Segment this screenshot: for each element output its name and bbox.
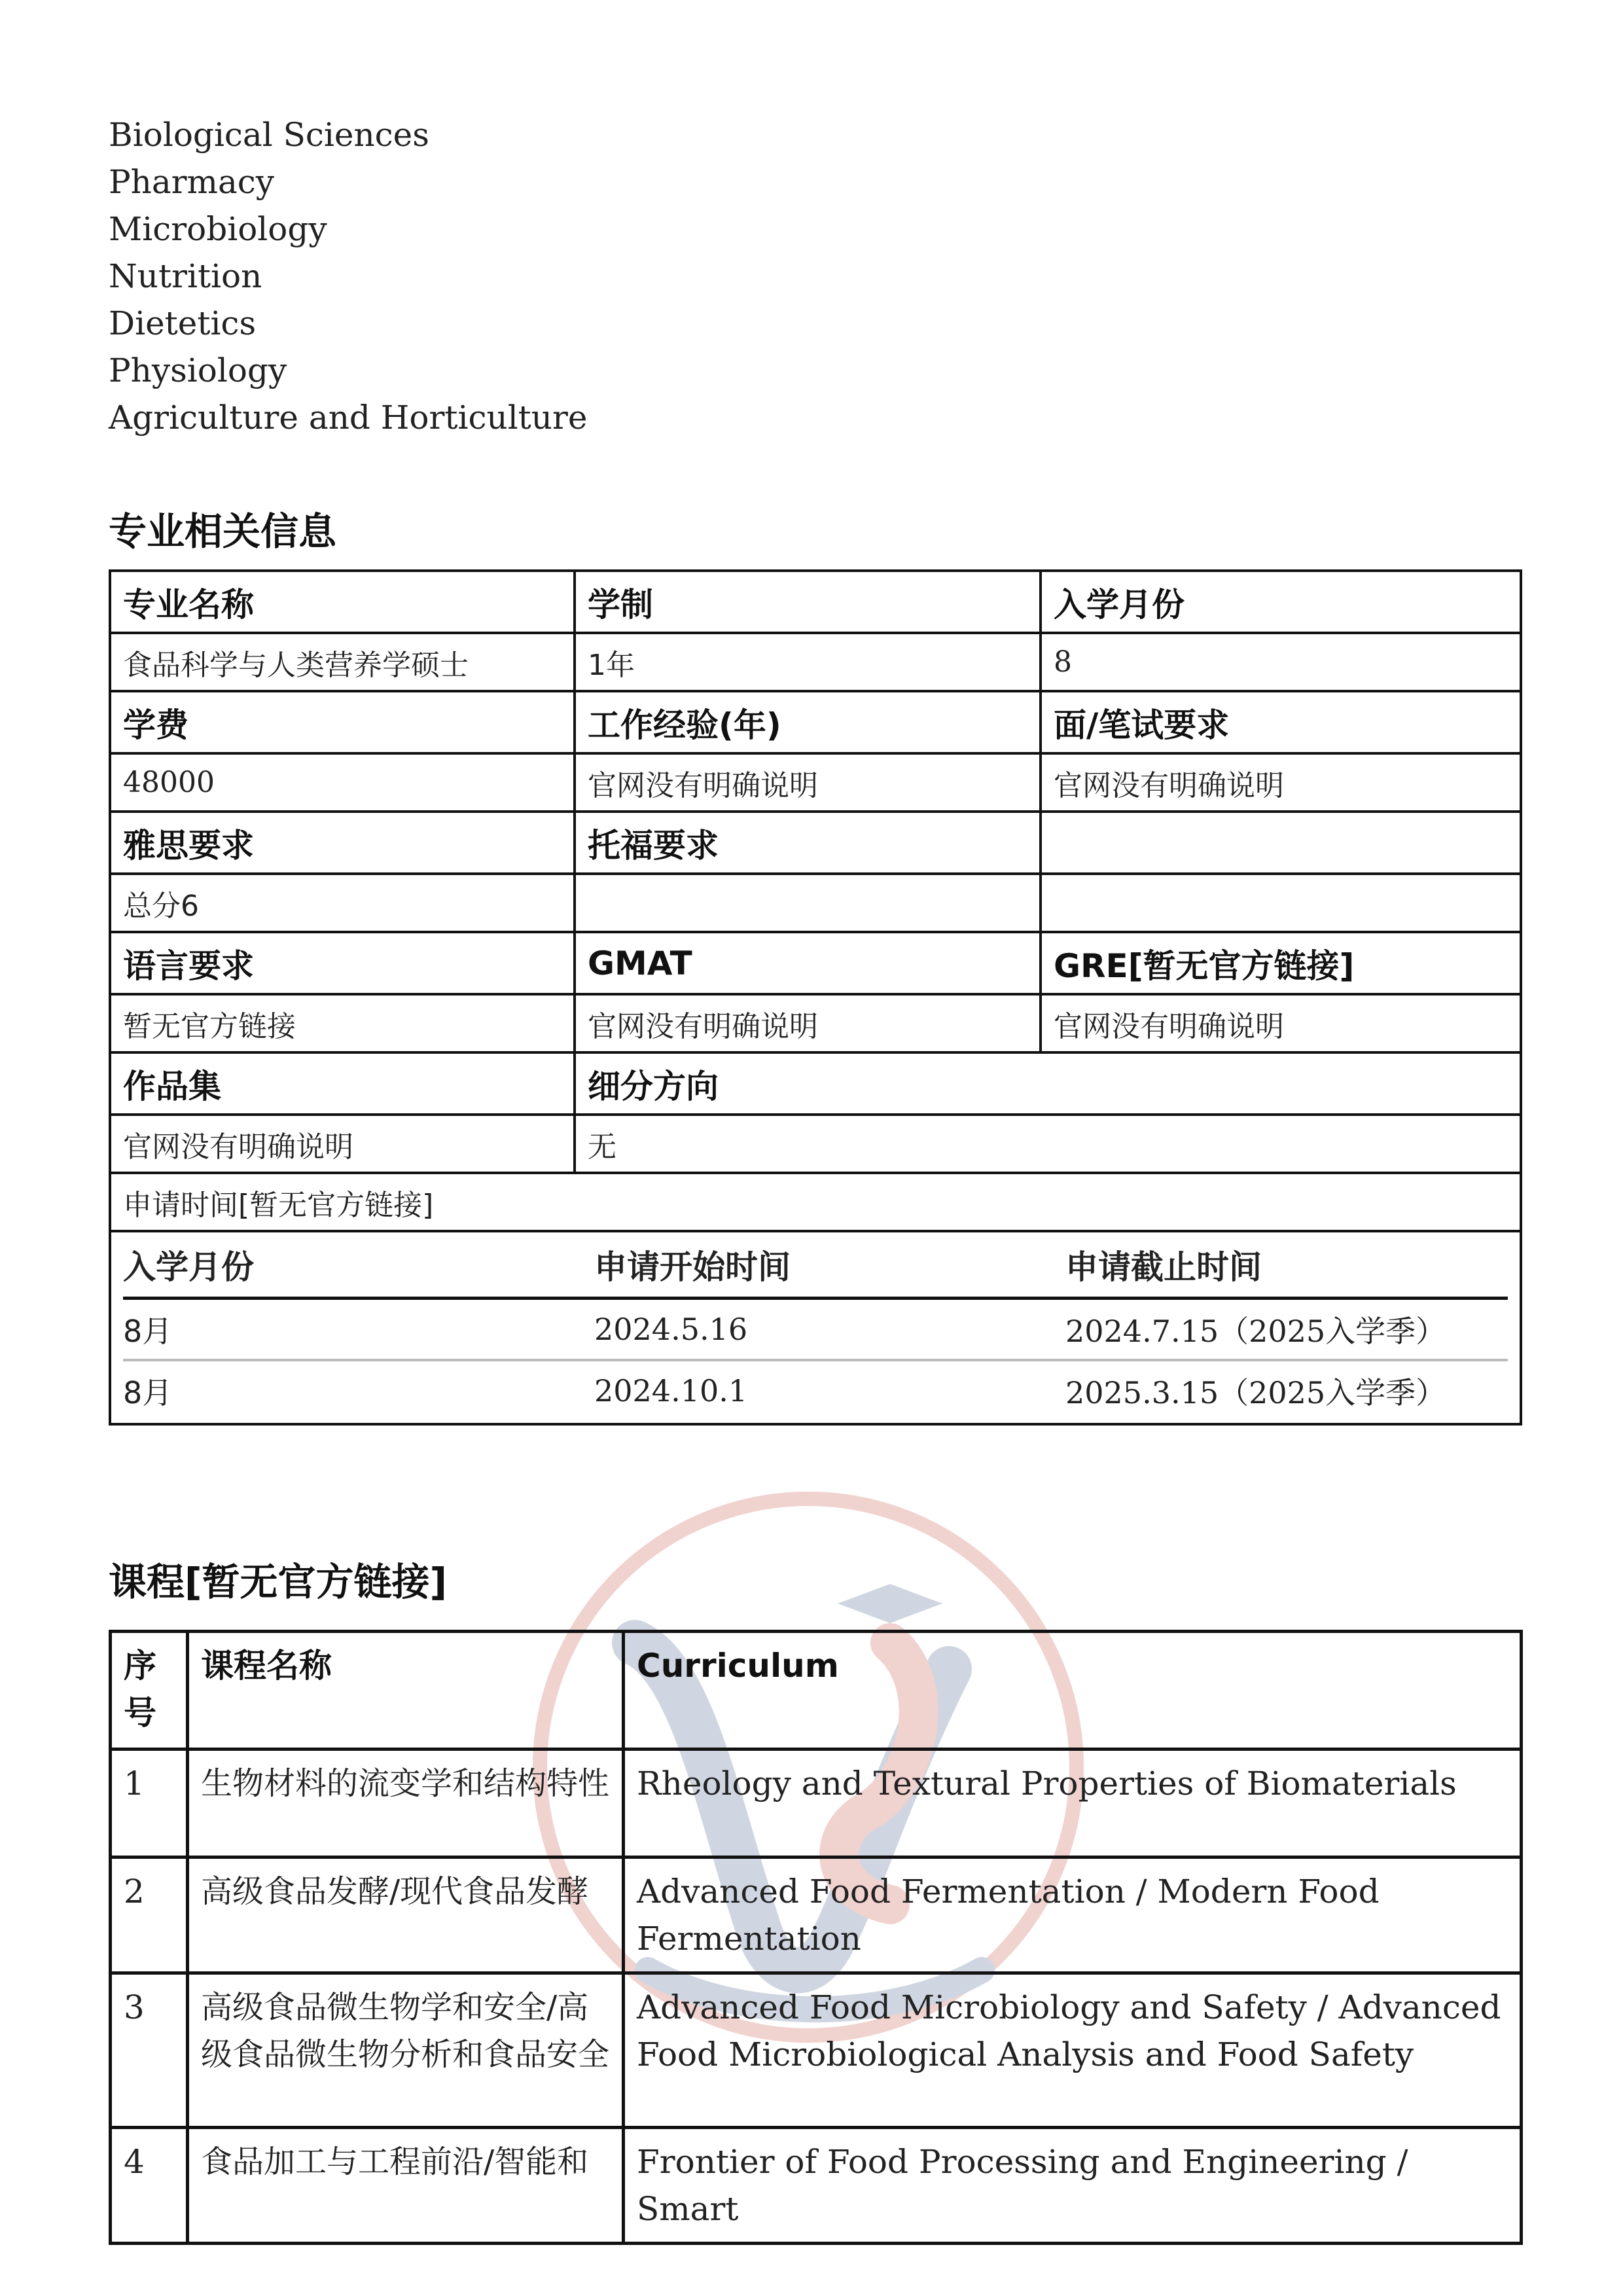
value-cell: 总分6 [110,874,575,932]
course-name-cn: 食品加工与工程前沿/智能和 [188,2128,624,2244]
table-row [111,1857,1522,1973]
list-item: Microbiology [109,210,327,248]
header-cell: 工作经验(年) [575,691,1041,753]
course-name-en: Rheology and Textural Properties of Biomaterials [624,1749,1522,1857]
application-schedule-table [123,1232,1508,1420]
header-cell: 专业名称 [110,571,575,633]
course-name-en: Frontier of Food Processing and Engineering / Smart [624,2128,1522,2244]
list-item: Nutrition [109,257,262,295]
schedule-cell: 2024.5.16 [594,1299,1065,1361]
schedule-row [123,1360,1508,1420]
list-item: Pharmacy [109,163,275,201]
related-majors-list [109,111,587,441]
table-row [110,633,1521,691]
value-cell: 48000 [110,753,575,812]
table-row [110,812,1521,874]
value-cell [575,874,1041,932]
list-item: Biological Sciences [109,116,429,154]
course-name-en: Advanced Food Fermentation / Modern Food Fermentation [624,1857,1522,1973]
schedule-cell: 2024.7.15（2025入学季） [1065,1299,1508,1361]
header-cell [1041,812,1521,874]
schedule-row [123,1299,1508,1361]
table-row [110,1231,1521,1424]
course-name-cn: 生物材料的流变学和结构特性 [188,1749,624,1857]
schedule-cell: 8月 [123,1375,173,1410]
table-row [111,1632,1522,1749]
list-item: Dietetics [109,304,257,342]
schedule-header: 申请开始时间 [594,1232,1065,1299]
schedule-cell: 2024.10.1 [594,1373,748,1408]
table-row [110,994,1521,1052]
table-row [110,753,1521,812]
table-row [111,1973,1522,2128]
header-cell: 面/笔试要求 [1041,691,1521,753]
course-section-title: 课程[暂无官方链接] [109,1560,448,1604]
course-index: 3 [111,1973,188,2128]
list-item: Physiology [109,351,287,389]
value-cell: 官网没有明确说明 [110,1115,575,1173]
value-cell: 官网没有明确说明 [1041,994,1521,1052]
table-row [110,1052,1521,1115]
value-cell: 无 [575,1115,1521,1173]
table-row [110,1115,1521,1173]
header-cell: 语言要求 [110,932,575,994]
course-name-en: Advanced Food Microbiology and Safety / Advanced Food Microbiological Analysis and Food Safety [624,1973,1522,2128]
table-row [110,874,1521,932]
value-cell: 1年 [575,633,1041,691]
header-cell: 课程名称 [188,1632,624,1749]
schedule-cell: 8月 [123,1299,594,1361]
header-cell: Curriculum [624,1632,1522,1749]
table-row [111,1749,1522,1857]
course-index: 2 [111,1857,188,1973]
header-cell: GMAT [575,932,1041,994]
table-row [110,691,1521,753]
header-cell: 作品集 [110,1052,575,1115]
application-time-label: 申请时间[暂无官方链接] [110,1173,1521,1231]
table-row [110,571,1521,633]
value-cell: 8 [1041,633,1521,691]
header-cell: 学费 [110,691,575,753]
schedule-cell [110,1231,1521,1424]
list-item: Agriculture and Horticulture [109,399,588,437]
value-cell: 官网没有明确说明 [575,994,1041,1052]
schedule-header-row [123,1232,1508,1299]
table-row [110,1173,1521,1231]
course-index: 1 [111,1749,188,1857]
header-cell: 托福要求 [575,812,1041,874]
value-cell: 官网没有明确说明 [575,753,1041,812]
value-cell [1041,874,1521,932]
header-cell: 入学月份 [1041,571,1521,633]
value-cell: 官网没有明确说明 [1041,753,1521,812]
value-cell: 食品科学与人类营养学硕士 [110,633,575,691]
table-row [111,2128,1522,2244]
schedule-header: 入学月份 [123,1232,594,1299]
header-cell: 细分方向 [575,1052,1521,1115]
header-cell: 学制 [575,571,1041,633]
program-info-table [109,569,1522,1426]
header-cell: 雅思要求 [110,812,575,874]
course-table [109,1630,1523,2245]
info-section-title: 专业相关信息 [109,509,337,554]
table-row [110,932,1521,994]
header-cell: 序号 [111,1632,188,1749]
value-cell: 暂无官方链接 [110,994,575,1052]
schedule-header: 申请截止时间 [1065,1232,1508,1299]
header-cell: GRE[暂无官方链接] [1041,932,1521,994]
course-name-cn: 高级食品微生物学和安全/高级食品微生物分析和食品安全 [188,1973,624,2128]
schedule-cell: 2025.3.15（2025入学季） [1065,1375,1446,1410]
course-index: 4 [111,2128,188,2244]
course-name-cn: 高级食品发酵/现代食品发酵 [188,1857,624,1973]
